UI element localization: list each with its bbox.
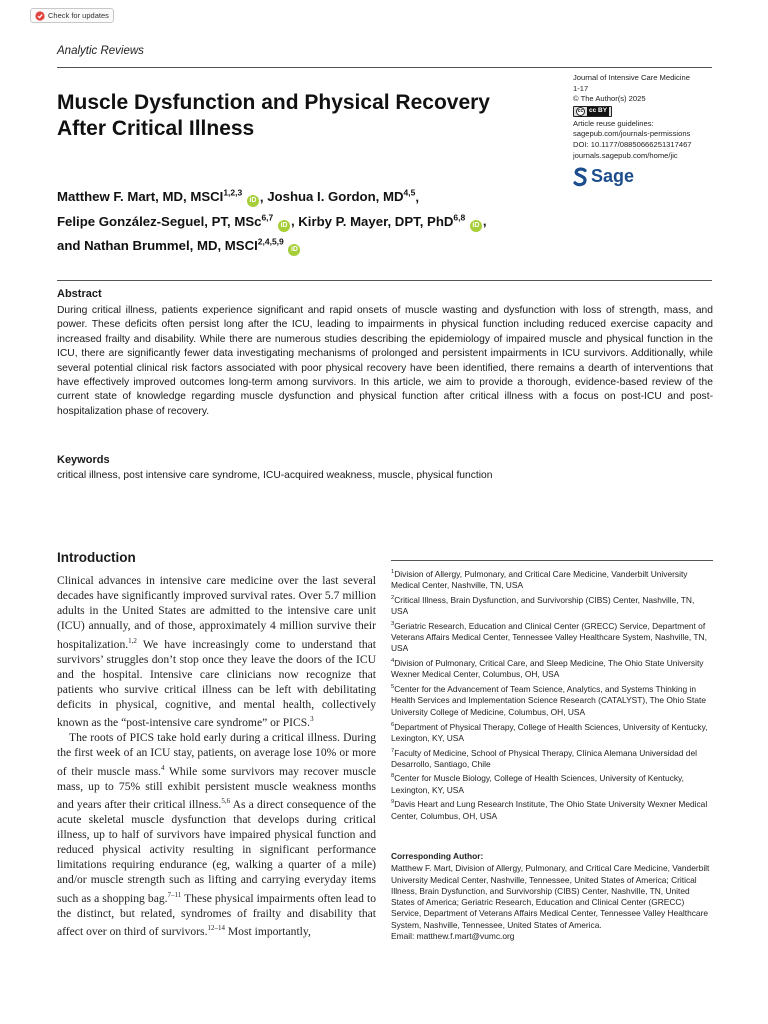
publisher-name: Sage [591,166,635,186]
author [298,214,465,229]
affiliations-list [391,567,713,823]
affiliation-number: 9 [391,799,395,806]
affiliation-number: 7 [391,747,395,754]
section-label: Analytic Reviews [57,45,144,57]
affiliation-number: 3 [391,620,395,627]
affiliation-text: Davis Heart and Lung Research Institute, The Ohio State University Wexner Medical Center, Columbus, OH, USA [391,799,708,821]
affiliation-text: Critical Illness, Brain Dysfunction, and Survivorship (CIBS) Center, Nashville, TN, USA [391,594,695,617]
author-separator: , [259,189,268,205]
affiliation-number: 8 [391,773,395,780]
keywords-text: critical illness, post intensive care syndrome, ICU-acquired weakness, muscle, physical function [57,470,493,481]
author-affiliation-numbers: 6,8 [453,212,466,223]
corresponding-author-heading: Corresponding Author: [391,851,484,861]
orcid-icon[interactable]: iD [278,220,290,232]
journal-home-link[interactable]: journals.sagepub.com/home/jic [573,150,678,160]
affiliation-item [391,619,713,655]
author-name: Matthew F. Mart, MD, MSCI [57,189,224,205]
author-name: Felipe González-Seguel, PT, MSc [57,213,262,229]
affiliation-number: 2 [391,594,395,601]
affiliation-text: Faculty of Medicine, School of Physical Therapy, Clínica Alemana Universidad del Desarrollo, Santiago, Chile [391,747,697,769]
check-updates-icon [35,11,45,21]
introduction-paragraph [57,573,376,730]
orcid-icon[interactable]: iD [288,244,300,256]
author-affiliation-numbers: 2,4,5,9 [257,236,284,247]
orcid-icon[interactable]: iD [470,220,482,232]
author-name: Kirby P. Mayer, DPT, PhD [298,213,454,229]
author [57,238,284,253]
paragraph-text: Most importantly, [224,924,311,938]
abstract-heading: Abstract [57,288,102,300]
paragraph-text: Clinical advances in intensive care medicine over the last several decades have significantly improved survival rates. Over 5.7 million adults in the United States are admitted to the intensive care unit (ICU) annually, and of those, approximately 4 million survive their hospitalization. [57,574,376,651]
introduction-body [57,573,376,939]
sage-s-icon [573,167,588,187]
affiliation-text: Center for Muscle Biology, College of Health Sciences, University of Kentucky, Lexington, KY, USA [391,773,684,795]
paragraph-text: While some survivors may recover muscle mass, up to 75% still exhibit persistent muscle weakness months and years after their critical illness. [57,764,376,811]
journal-name: Journal of Intensive Care Medicine [573,73,690,82]
check-updates-label: Check for updates [48,11,109,20]
introduction-paragraph [57,730,376,938]
affiliation-item [391,682,713,718]
affiliation-item [391,656,713,680]
citation-reference[interactable]: 12–14 [207,923,225,932]
author-separator: , [415,189,419,205]
paragraph-text: The roots of PICS take hold early during a critical illness. During the first week of an ICU stay, patients, on average lose 10% or more of their muscle mass. [57,731,376,778]
author-name: and Nathan Brummel, MD, MSCI [57,238,258,254]
reuse-link[interactable]: sagepub.com/journals-permissions [573,129,691,139]
affiliation-text: Department of Physical Therapy, College of Health Sciences, University of Kentucky, Lexington, KY, USA [391,721,708,743]
orcid-icon[interactable]: iD [247,195,259,207]
affiliation-item [391,771,713,795]
citation-reference[interactable]: 3 [310,715,314,724]
keywords-heading: Keywords [57,454,110,466]
article-title: Muscle Dysfunction and Physical Recovery After Critical Illness [57,91,490,140]
author [57,214,273,229]
abstract-divider [57,280,712,281]
author-list [57,183,567,256]
copyright-notice: © The Author(s) 2025 [573,94,646,104]
sage-logo [573,166,634,187]
abstract-text: During critical illness, patients experience significant and rapid onsets of muscle wasting and dysfunction with loss of strength, mass, and power. These deficits often persist long after the ICU, leading to impairments in physical function including reduced exercise capacity and increased frailty and disability. While there are numerous studies describing the epidemiology of impaired muscle and physical function in the ICU, there are significantly fewer data investigating mechanisms of prolonged and persistent impairments in ICU survivors. Additionally, while several potential clinical risk factors associated with poor physical recovery have been identified, there remains a dearth of interventions that have effectively improved outcomes long-term among survivors. In this article, we aim to provide a thorough, evidence-based review of the current state of knowledge regarding muscle dysfunction and physical function after critical illness with a focus on post-ICU and post-hospitalization phase of recovery. [57,305,713,417]
author [267,189,415,204]
journal-metadata [573,73,723,161]
cc-license-badge[interactable] [573,106,612,117]
paragraph-text: As a direct consequence of the acute skeletal muscle dysfunction that develops during critical illness, up to half of survivors have impaired physical function and reduced physical activity resulting in significant performance limitations requiring endurance (eg, walking a quarter of a mile) and/or muscle strength such as lifting and carrying everyday items such as a shopping bag. [57,797,376,905]
citation-reference[interactable]: 7–11 [167,890,182,899]
affiliation-number: 1 [391,569,395,575]
author-affiliation-numbers: 4,5 [403,188,416,198]
check-for-updates-button[interactable] [30,8,114,23]
creative-commons-icon: cc [577,107,584,114]
paragraph-text: We have increasingly come to understand that survivors’ struggles don’t stop once they leave the doors of the ICU and the hospital. Intensive care clinicians now recognize that patients who survive critical illness can be left with debilitating deficits in physical, cognitive, and mental health, collectively known as the “post-intensive care syndrome” or PICS. [57,637,376,730]
corresponding-author-text: Matthew F. Mart, Division of Allergy, Pulmonary, and Critical Care Medicine, Vanderbilt University Medical Center, Nashville, Tennessee, United States of America; Critical Illness, Brain Dysfunction, and Survivorship (CIBS) Center, Nashville, TN, United States of America; Geriatric Research, Education and Clinical Center (GRECC) Service, Department of Veterans Affairs Medical Center, Tennessee Valley Healthcare System, Nashville, Tennessee, United States of America. [391,863,710,930]
author-affiliation-numbers: 1,2,3 [223,188,243,198]
affiliation-text: Division of Pulmonary, Critical Care, and Sleep Medicine, The Ohio State University Wexner Medical Center, Columbus, OH, USA [391,658,704,680]
author-affiliation-numbers: 6,7 [261,212,274,223]
introduction-heading: Introduction [57,550,136,565]
affiliation-text: Division of Allergy, Pulmonary, and Critical Care Medicine, Vanderbilt University Medical Center, Nashville, TN, USA [391,568,688,591]
affiliation-item [391,720,713,744]
affiliation-item [391,797,713,821]
affiliation-item [391,593,713,617]
affiliation-number: 4 [391,658,395,665]
journal-pages: 1-17 [573,83,589,93]
author-separator: , [482,213,487,229]
corresponding-author [391,851,713,942]
corresponding-author-email[interactable]: Email: matthew.f.mart@vumc.org [391,931,515,942]
reuse-label: Article reuse guidelines: [573,118,654,128]
author-separator: , [290,213,299,229]
paragraph-text: These physical impairments often lead to the distinct, but related, syndromes of frailty and disability that affect over on third of survivors. [57,891,377,938]
affiliation-text: Geriatric Research, Education and Clinical Center (GRECC) Service, Department of Veterans Affairs Medical Center, Tennessee Valley Healthcare System, Nashville, TN, USA [391,620,707,654]
affiliation-number: 6 [391,721,395,728]
author-name: Joshua I. Gordon, MD [267,189,404,205]
affiliations-divider [391,560,713,561]
affiliation-item [391,567,713,591]
doi[interactable]: DOI: 10.1177/08850666251317467 [573,139,692,149]
citation-reference[interactable]: 5,6 [221,796,231,805]
affiliation-item [391,746,713,770]
affiliation-number: 5 [391,684,395,691]
affiliation-text: Center for the Advancement of Team Science, Analytics, and Systems Thinking in Health Services and Implementation Science Research (CATALYST), The Ohio State University College of Medicine, Columbus, OH, USA [391,684,706,717]
citation-reference[interactable]: 4 [160,763,165,772]
citation-reference[interactable]: 1,2 [128,636,137,645]
cc-license-label: cc BY [589,106,608,114]
author [57,189,242,204]
header-divider [57,67,712,68]
